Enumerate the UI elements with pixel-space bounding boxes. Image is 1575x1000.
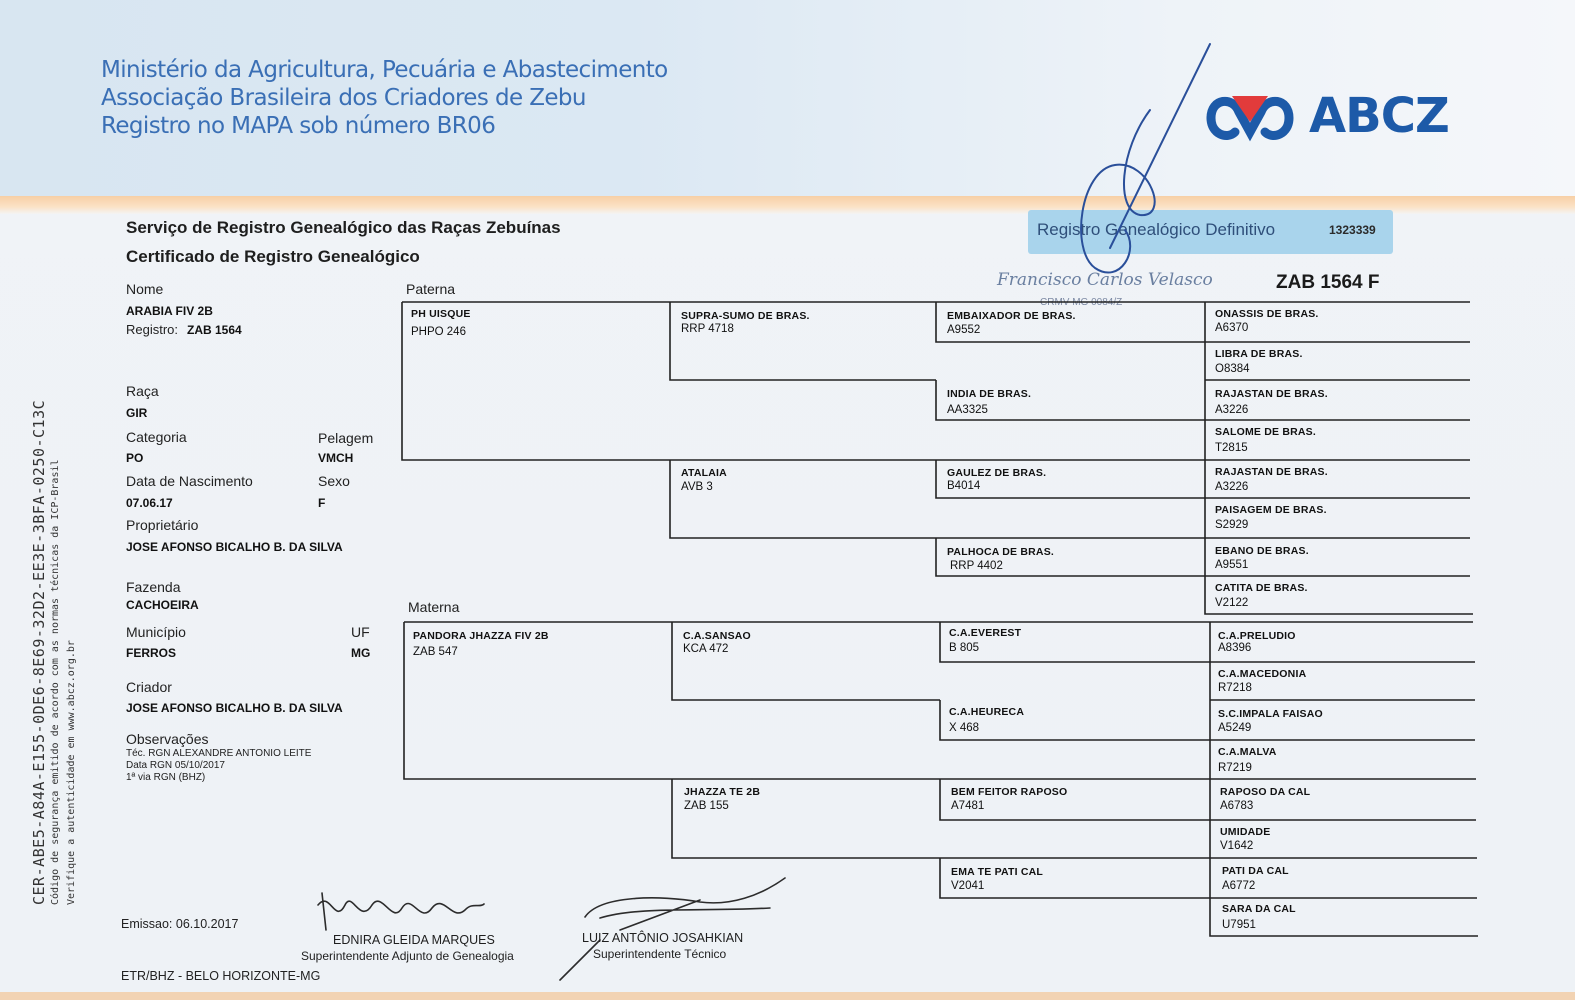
registry-type-label: Registro Genealógico Definitivo: [1037, 220, 1276, 239]
g4-name: CATITA DE BRAS.: [1215, 582, 1308, 594]
g4-reg: V1642: [1220, 840, 1254, 852]
g4-reg: A9551: [1215, 559, 1249, 571]
g4-reg: A6370: [1215, 322, 1249, 334]
nascimento-value: 07.06.17: [126, 496, 173, 510]
signatory-1-role: Superintendente Adjunto de Genealogia: [301, 949, 514, 963]
registro-value: ZAB 1564: [187, 323, 242, 337]
proprietario-value: JOSE AFONSO BICALHO B. DA SILVA: [126, 540, 343, 554]
great-grandparent-reg: RRP 4402: [950, 560, 1003, 572]
registry-code: ZAB 1564 F: [1276, 272, 1380, 293]
g4-reg: V2122: [1215, 597, 1249, 609]
director-signature: [1081, 44, 1210, 273]
sexo-label: Sexo: [318, 473, 350, 489]
raca-label: Raça: [126, 383, 159, 399]
grandparent-name: SUPRA-SUMO DE BRAS.: [681, 310, 810, 322]
g4-name: S.C.IMPALA FAISAO: [1218, 708, 1323, 720]
great-grandparent-reg: A9552: [947, 324, 981, 336]
great-grandparent-reg: A7481: [951, 800, 985, 812]
g4-name: LIBRA DE BRAS.: [1215, 348, 1303, 360]
grandparent-name: C.A.SANSAO: [683, 630, 751, 642]
grandparent-reg: KCA 472: [683, 643, 729, 655]
great-grandparent-name: EMA TE PATI CAL: [951, 866, 1044, 878]
name-label: Nome: [126, 281, 164, 297]
security-note: Código de segurança emitido de acordo com as normas técnicas da ICP-Brasil: [50, 459, 61, 905]
sexo-value: F: [318, 496, 326, 510]
pelagem-value: VMCH: [318, 451, 354, 465]
ednira-signature: [318, 893, 484, 930]
nascimento-label: Data de Nascimento: [126, 473, 253, 489]
pelagem-label: Pelagem: [318, 430, 374, 446]
g4-name: RAJASTAN DE BRAS.: [1215, 388, 1328, 400]
fazenda-value: CACHOEIRA: [126, 598, 199, 612]
g4-name: UMIDADE: [1220, 826, 1271, 838]
uf-label: UF: [351, 624, 370, 640]
g4-name: RAPOSO DA CAL: [1220, 786, 1311, 798]
great-grandparent-name: BEM FEITOR RAPOSO: [951, 786, 1068, 798]
g4-name: C.A.MALVA: [1218, 746, 1277, 758]
verify-url-note: Verifique a autenticidade em www.abcz.org.br: [66, 640, 77, 905]
great-grandparent-reg: X 468: [949, 722, 980, 734]
emissao-date: Emissao: 06.10.2017: [121, 917, 239, 931]
raca-value: GIR: [126, 406, 148, 420]
observacoes-label: Observações: [126, 731, 209, 747]
g4-reg: U7951: [1222, 919, 1256, 931]
parent-reg: ZAB 547: [413, 646, 458, 658]
great-grandparent-name: C.A.HEURECA: [949, 706, 1025, 718]
g4-reg: A3226: [1215, 481, 1249, 493]
g4-name: C.A.PRELUDIO: [1218, 630, 1296, 642]
issuing-office: ETR/BHZ - BELO HORIZONTE-MG: [121, 969, 321, 983]
stamp-crmv: CRMV-MG 0084/Z: [1040, 297, 1123, 308]
grandparent-reg: ZAB 155: [684, 800, 729, 812]
g4-reg: A6772: [1222, 880, 1256, 892]
animal-name: ARABIA FIV 2B: [126, 304, 213, 318]
g4-reg: R7219: [1218, 762, 1252, 774]
grandparent-reg: RRP 4718: [681, 323, 734, 335]
great-grandparent-reg: B4014: [947, 480, 981, 492]
parent-reg: PHPO 246: [411, 326, 466, 338]
proprietario-label: Proprietário: [126, 517, 199, 533]
municipio-label: Município: [126, 624, 186, 640]
certificate-title: Certificado de Registro Genealógico: [126, 247, 420, 266]
g4-reg: A6783: [1220, 800, 1254, 812]
categoria-value: PO: [126, 451, 144, 465]
parent-name: PH UISQUE: [411, 308, 471, 320]
great-grandparent-reg: V2041: [951, 880, 985, 892]
great-grandparent-name: INDIA DE BRAS.: [947, 388, 1032, 400]
g4-reg: A5249: [1218, 722, 1252, 734]
g4-reg: A3226: [1215, 404, 1249, 416]
g4-reg: O8384: [1215, 363, 1250, 375]
g4-reg: S2929: [1215, 519, 1249, 531]
g4-name: SARA DA CAL: [1222, 903, 1296, 915]
g4-reg: T2815: [1215, 442, 1248, 454]
g4-name: ONASSIS DE BRAS.: [1215, 308, 1319, 320]
abcz-wordmark: ABCZ: [1309, 88, 1449, 144]
signatory-2-role: Superintendente Técnico: [593, 947, 727, 961]
fazenda-label: Fazenda: [126, 579, 181, 595]
observacao-data: Data RGN 05/10/2017: [126, 760, 225, 771]
criador-label: Criador: [126, 679, 172, 695]
g4-name: PATI DA CAL: [1222, 865, 1289, 877]
mapa-registration-line: Registro no MAPA sob número BR06: [101, 113, 496, 139]
g4-name: C.A.MACEDONIA: [1218, 668, 1307, 680]
observacao-tecnico: Téc. RGN ALEXANDRE ANTONIO LEITE: [126, 748, 312, 759]
parent-name: PANDORA JHAZZA FIV 2B: [413, 630, 549, 642]
grandparent-name: ATALAIA: [681, 467, 727, 479]
municipio-value: FERROS: [126, 646, 177, 660]
g4-reg: R7218: [1218, 682, 1252, 694]
service-title: Serviço de Registro Genealógico das Raças Zebuínas: [126, 218, 561, 237]
materna-label: Materna: [408, 599, 460, 615]
association-line: Associação Brasileira dos Criadores de Zebu: [101, 85, 586, 111]
great-grandparent-name: C.A.EVEREST: [949, 627, 1022, 639]
g4-reg: A8396: [1218, 642, 1252, 654]
stamp-name: Francisco Carlos Velasco: [997, 270, 1213, 290]
paterna-label: Paterna: [406, 281, 456, 297]
ministry-line: Ministério da Agricultura, Pecuária e Abastecimento: [101, 57, 668, 83]
great-grandparent-name: EMBAIXADOR DE BRAS.: [947, 310, 1076, 322]
great-grandparent-name: GAULEZ DE BRAS.: [947, 467, 1047, 479]
observacao-via: 1ª via RGN (BHZ): [126, 772, 206, 783]
security-code: CER-ABE5-A84A-E155-0DE6-8E69-32D2-EE3E-3BFA-0250-C13C: [30, 399, 48, 905]
grandparent-name: JHAZZA TE 2B: [684, 786, 761, 798]
g4-name: EBANO DE BRAS.: [1215, 545, 1309, 557]
g4-name: RAJASTAN DE BRAS.: [1215, 466, 1328, 478]
g4-name: SALOME DE BRAS.: [1215, 426, 1317, 438]
g4-name: PAISAGEM DE BRAS.: [1215, 504, 1327, 516]
categoria-label: Categoria: [126, 429, 187, 445]
great-grandparent-reg: B 805: [949, 642, 980, 654]
signatory-2-name: LUIZ ANTÔNIO JOSAHKIAN: [582, 931, 744, 945]
uf-value: MG: [351, 646, 371, 660]
registro-label: Registro:: [126, 322, 179, 337]
great-grandparent-reg: AA3325: [947, 404, 988, 416]
registry-number: 1323339: [1329, 223, 1376, 237]
criador-value: JOSE AFONSO BICALHO B. DA SILVA: [126, 701, 343, 715]
luiz-signature: [560, 878, 785, 980]
great-grandparent-name: PALHOCA DE BRAS.: [947, 546, 1055, 558]
grandparent-reg: AVB 3: [681, 481, 713, 493]
signatory-1-name: EDNIRA GLEIDA MARQUES: [333, 933, 495, 947]
